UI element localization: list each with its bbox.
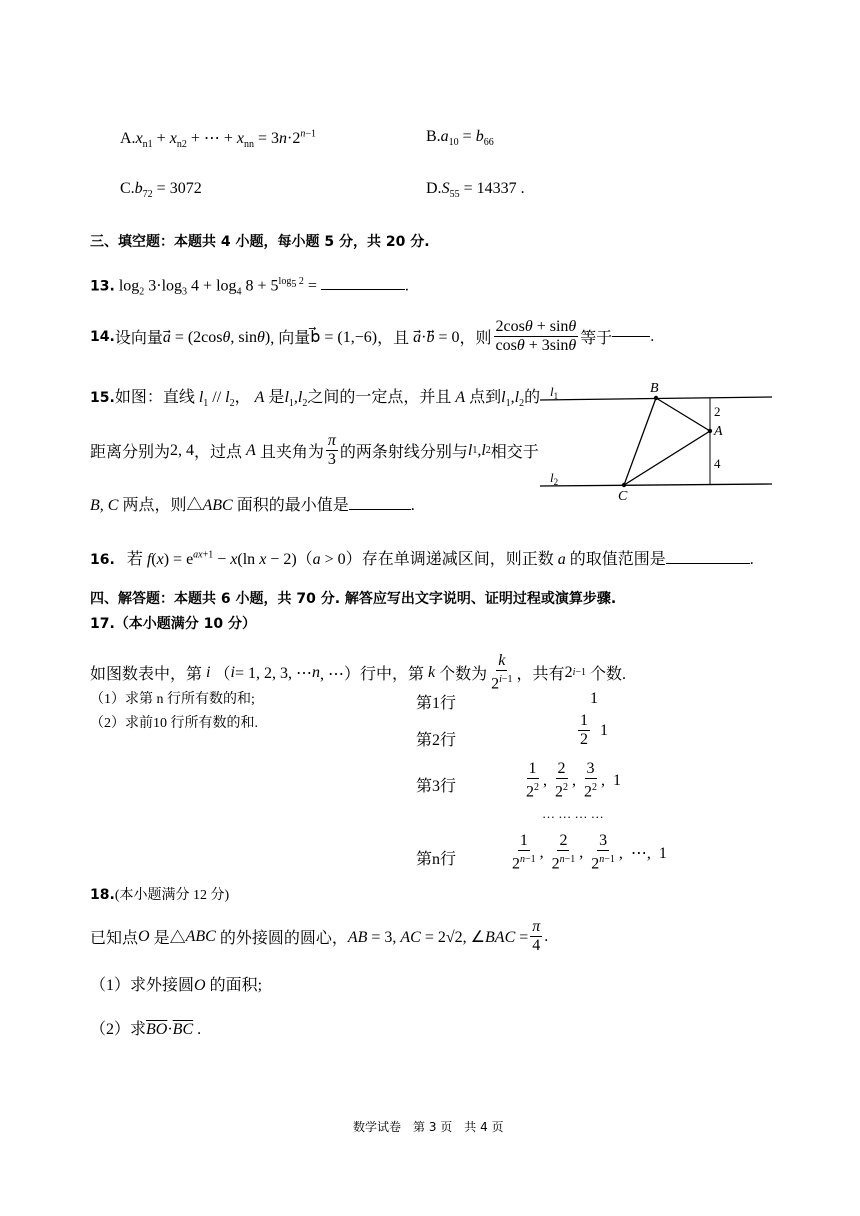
question-17-sub1: （1）求第 n 行所有数的和; [90,692,255,707]
question-14: 14. 设向量 a⃗ = (2cosθ, sinθ) , 向量 b⃗ = (1,−6) ，且 a⃗·b⃗ = 0 ，则 $\frac{2\cos\theta + \sin\theta}{\cos\theta + 3\sin\theta}$ 等于 . [90,318,655,354]
label-l1: $l_1$ [550,384,559,401]
label-b: B [650,381,659,396]
label-c: C [618,489,628,502]
option-c: $C.b_{72} = 3072$ [120,180,202,201]
question-17-title: 17.（本小题满分 10 分） [90,616,257,632]
question-18-title: 18.(本小题满分 12 分) [90,887,230,903]
option-d: $D.S_{55} = 14337$ . [426,180,525,201]
question-15-line3: B, C 两点，则△ABC 面积的最小值是 . [90,497,415,514]
label-distance-4: 4 [714,456,721,471]
answer-blank-15[interactable] [349,509,411,510]
option-b: $B.a_{10} = b_{66}$ [426,128,494,149]
label-l2: $l_2$ [550,470,559,487]
line-l2 [540,484,772,486]
question-17-sub2: （2）求前10 行所有数的和. [90,716,258,731]
section-4-heading: 四、解答题：本题共 6 小题，共 70 分. 解答应写出文字说明、证明过程或演算步骤. [90,591,617,607]
question-15-line1: 15.如图：直线 $l_1 // l_2$， A 是$l_1,l_2$之间的一定点，并且 A 点到$l_1,l_2$的 [90,389,541,410]
table-row-label-1: 第1行 [416,695,457,712]
question-13: 13. $\log_2 3\cdot\log_3$ $4 + \log_4 8 + 5^{log_5 2}$ = . [90,276,409,298]
table-row-2-values: $\frac{1}{2}$ 1 [580,712,608,748]
answer-blank-14[interactable] [612,336,650,337]
table-dots: … … … … [542,806,604,821]
question-16: 16. 若 $f(x) = e^{ax+1} - x(\ln$ x − 2)（a > 0）存在单调递减区间，则正数 a 的取值范围是 . [90,549,754,568]
table-row-3-values: $\frac{1}{2^2}$ , $\frac{2}{2^2}$ , $\frac{3}{2^2}$ , 1 [526,760,621,801]
question-17-intro: 如图数表中，第 i （ i = 1, 2, 3, ⋯ n , ⋯） 行中，第 k 个数为 $\frac{k}{2^{i-1}}$ ，共有 2 i−1 个数. [90,652,626,693]
section-3-heading: 三、填空题：本题共 4 小题，每小题 5 分，共 20 分. [90,234,430,250]
label-a: A [714,424,723,439]
point-a [708,429,712,433]
table-row-label-2: 第2行 [416,732,457,749]
table-row-label-n: 第n行 [416,851,457,868]
question-18-sub1: （1）求外接圆O 的面积; [90,977,263,994]
table-row-1-values: 1 [590,690,598,707]
parallel-lines-diagram [536,378,776,502]
answer-blank-16[interactable] [666,563,750,564]
question-18-intro: 已知点 O 是△ ABC 的外接圆的圆心， AB = 3, AC = 2√2, ∠BAC = $\frac{\pi}{4}$ . [90,918,549,954]
answer-blank-13[interactable] [321,289,405,290]
point-b [654,396,658,400]
table-row-label-3: 第3行 [416,778,457,795]
table-row-n-values: $\frac{1}{2^{n-1}}$ , $\frac{2}{2^{n-1}}$ , $\frac{3}{2^{n-1}}$ , ⋯, 1 [512,832,667,873]
label-distance-2: 2 [714,404,721,419]
triangle-abc [624,398,710,485]
question-18-sub2: （2）求$\overline{BO}\cdot\overline{BC}$ . [90,1021,202,1038]
question-15-line2: 距离分别为 2, 4 ，过点 A 且夹角为 $\frac{\pi}{3}$ 的两条射线分别与 l 1 , l 2 相交于 [90,432,539,468]
page-footer: 数学试卷 第 3 页 共 4 页 [353,1120,504,1134]
point-c [622,483,626,487]
option-a: $A.x_{n1} + x_{n2}$ + ⋯ + $x_{nn} = 3n\cdot 2^{n-1}$ [120,128,316,151]
